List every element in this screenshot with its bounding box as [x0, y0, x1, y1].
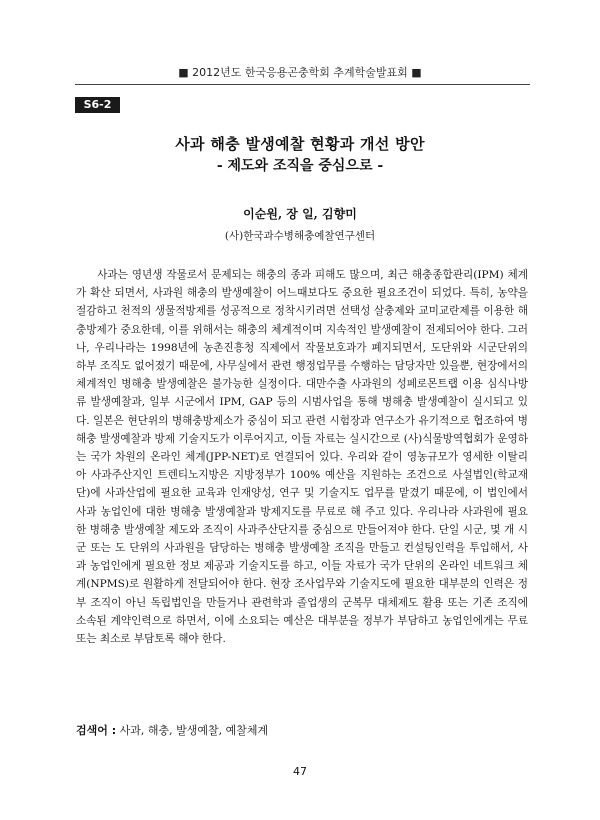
conference-header: ■ 2012년도 한국응용곤충학회 추계학술발표회 ■ — [178, 66, 422, 79]
session-tag: S6-2 — [75, 97, 120, 113]
header-divider — [75, 84, 530, 85]
paper-subtitle: - 제도와 조직을 중심으로 - — [216, 158, 384, 174]
keywords-text: 사과, 해충, 발생예찰, 예찰체계 — [116, 724, 269, 737]
affiliation: (사)한국과수병해충예찰연구센터 — [224, 230, 376, 242]
keywords — [76, 722, 528, 738]
page-number: 47 — [293, 765, 307, 778]
paper-title: 사과 해충 발생예찰 현황과 개선 방안 — [175, 135, 425, 153]
abstract-body: 사과는 영년생 작물로서 문제되는 해충의 종과 피해도 많으며, 최근 해충종합관리(IPM) 체계가 확산 되면서, 사과원 해충의 발생예찰이 어느때보다도 중요한 필요조건이 되었다. 특히, 농약을 절감하고 천적의 생물적방제를 성공적으로 정착시키려면 선택성 살충제와 교미교란제를 이용한 해충방제가 중요한데, 이를 위해서는 해충의 체계적이며 지속적인 발생예찰이 전제되어야 한다. 그러나, 우리나라는 1998년에 농촌진흥청 직제에서 작물보호과가 폐지되면서, 도단위와 시군단위의 하부 조직도 없어졌기 때문에, 사무실에서 관련 행정업무를 수행하는 담당자만 있을뿐, 현장에서의 체계적인 병해충 발생예찰은 불가능한 실정이다. 대만수출 사과원의 성페로몬트랩 이용 심식나방류 발생예찰과, 일부 시군에서 IPM, GAP 등의 시범사업을 통해 병해충 발생예찰이 실시되고 있다. 일본은 현단위의 병해충방제소가 중심이 되고 관련 시험장과 연구소가 유기적으로 협조하여 병해충 발생예찰과 방제 기술지도가 이루어지고, 이들 자료는 실시간으로 (사)식물방역협회가 운영하는 국가 차원의 온라인 체계(JPP-NET)로 연결되어 있다. 우리와 같이 영농규모가 영세한 이탈리아 사과주산지인 트렌티노지방은 지방정부가 100% 예산을 지원하는 조건으로 사설법인(학교재단)에 사과산업에 필요한 교육과 인재양성, 연구 및 기술지도 업무를 맡겼기 때문에, 이 법인에서 사과 농업인에 대한 병해충 발생예찰과 방제지도를 무료로 해 주고 있다. 우리나라 사과원에 필요한 병해충 발생예찰 제도와 조직이 사과주산단지를 중심으로 만들어져야 한다. 단일 시군, 몇 개 시군 또는 도 단위의 사과원을 담당하는 병해충 발생예찰 조직을 만들고 컨설팅인력을 투입해서, 사과 농업인에게 필요한 정보 제공과 기술지도를 하고, 이들 자료가 국가 단위의 온라인 네트워크 체계(NPMS)로 원활하게 전달되어야 한다. 현장 조사업무와 기술지도에 필요한 대부분의 인력은 정부 조직이 아닌 독립법인을 만들거나 관련학과 졸업생의 군복무 대체제도 활용 또는 기존 조직에 소속된 계약인력으로 하면서, 이에 소요되는 예산은 대부분을 정부가 부담하고 농업인에게는 무료 또는 최소로 부담토록 해야 한다. — [76, 269, 528, 646]
authors: 이순원, 장 일, 김향미 — [243, 207, 357, 221]
keywords-label: 검색어 : — [76, 724, 117, 737]
